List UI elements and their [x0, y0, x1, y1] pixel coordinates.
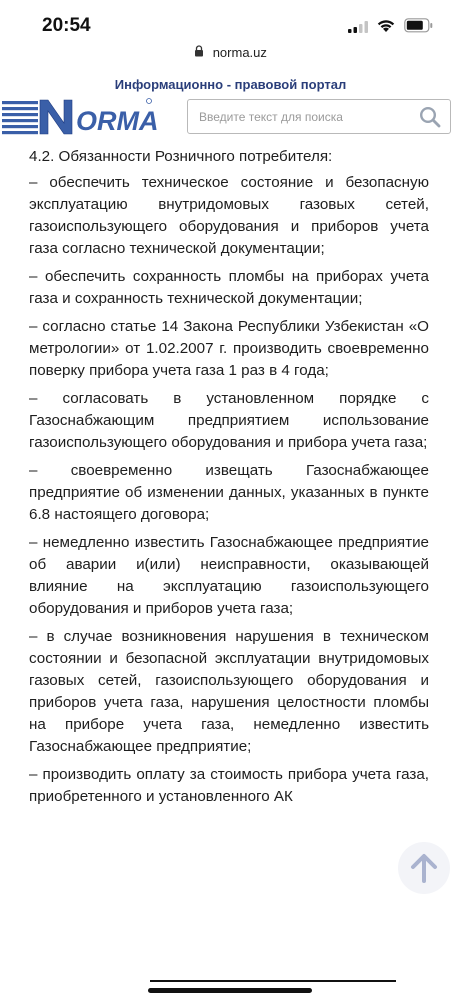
site-header	[0, 72, 461, 146]
search-box[interactable]	[187, 99, 451, 134]
scroll-to-top-button[interactable]	[398, 842, 450, 894]
status-time: 20:54	[42, 15, 91, 36]
text-underline	[150, 980, 396, 982]
wifi-icon	[376, 18, 396, 38]
list-item: – своевременно извещать Газоснабжающее предприятие об изменении данных, указанных в пункте 6.8 настоящего договора;	[29, 462, 429, 523]
search-icon[interactable]	[419, 106, 441, 133]
list-item: – производить оплату за стоимость прибора учета газа, приобретенного и установленного АК	[29, 766, 429, 805]
search-input[interactable]	[188, 100, 408, 133]
site-tagline: Информационно - правовой портал	[114, 77, 347, 92]
home-indicator[interactable]	[148, 988, 312, 993]
browser-url-bar[interactable]	[0, 44, 461, 72]
svg-text:ORMA: ORMA	[76, 106, 159, 136]
list-item: – согласно статье 14 Закона Республики Узбекистан «О метрологии» от 1.02.2007 г. производить своевременно поверку прибора учета газа 1 раз в 4 года;	[29, 318, 429, 379]
list-item: – согласовать в установленном порядке с Газоснабжающим предприятием использование газоиспользующего оборудования и прибора учета газа;	[29, 390, 429, 451]
battery-icon	[404, 18, 434, 38]
signal-icon	[348, 20, 370, 38]
url-text: norma.uz	[212, 45, 267, 61]
list-item: – обеспечить сохранность пломбы на приборах учета газа и сохранность технической документации;	[29, 268, 429, 307]
lock-icon	[194, 45, 204, 60]
document-content	[29, 146, 429, 814]
status-bar	[0, 0, 461, 44]
norma-logo[interactable]	[2, 95, 162, 148]
section-title: 4.2. Обязанности Розничного потребителя:	[29, 148, 333, 165]
list-item: – в случае возникновения нарушения в техническом состоянии и безопасной эксплуатации внутридомовых газовых сетей, газоиспользующего оборудования и приборов учета газа, нарушения целостности пломбы на приборе учета газа, немедленно известить Газоснабжающее предприятие;	[29, 628, 429, 755]
list-item: – обеспечить техническое состояние и безопасную эксплуатацию внутридомовых газовых сетей, газоиспользующего оборудования и приборов учета газа согласно технической документации;	[29, 174, 429, 257]
list-item: – немедленно известить Газоснабжающее предприятие об аварии и(или) неисправности, оказывающей влияние на эксплуатацию газоиспользующего оборудования и приборов учета газа;	[29, 534, 429, 617]
arrow-up-icon	[407, 851, 441, 885]
